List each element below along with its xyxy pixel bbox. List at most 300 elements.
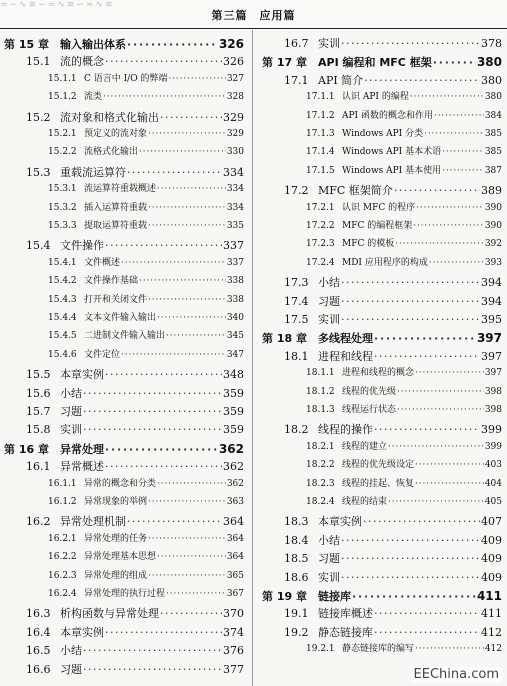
toc-subsection <box>4 332 244 341</box>
toc-leader <box>139 277 226 286</box>
toc-section <box>4 424 244 435</box>
toc-number: 18.2 <box>284 423 309 437</box>
toc-number: 16.2 <box>26 515 51 529</box>
toc-number: 18.6 <box>284 570 309 584</box>
toc-title: 小结 <box>318 276 340 290</box>
toc-leader <box>105 627 222 638</box>
toc-title: MFC 框架简介 <box>318 184 393 198</box>
toc-subsection <box>262 498 502 507</box>
toc-number: 18.5 <box>284 552 309 566</box>
toc-section <box>4 516 244 527</box>
toc-leader <box>83 388 222 399</box>
toc-subsection <box>262 259 502 268</box>
toc-leader <box>434 112 484 121</box>
toc-subsection <box>262 388 502 397</box>
toc-page: 403 <box>484 460 502 471</box>
toc-number: 16.3 <box>26 607 51 621</box>
toc-page: 338 <box>226 276 244 287</box>
toc-subsection <box>4 204 244 213</box>
toc-page: 409 <box>481 570 502 584</box>
toc-number: 16.7 <box>284 37 309 50</box>
toc-title: 打开和关闭文件 <box>84 294 148 305</box>
toc-chapter <box>4 443 244 455</box>
toc-page: 376 <box>223 644 244 658</box>
toc-leader <box>397 388 484 397</box>
toc-number: 16.1 <box>26 460 51 474</box>
toc-number: 16.2.2 <box>48 552 77 563</box>
toc-page: 409 <box>481 533 502 547</box>
toc-section <box>4 369 244 380</box>
toc-title: 异常处理的任务 <box>84 533 148 544</box>
toc-leader <box>83 424 222 435</box>
toc-leader <box>148 130 226 139</box>
toc-section <box>4 56 244 67</box>
toc-number: 18.2.1 <box>306 441 335 452</box>
toc-number: 17.2 <box>284 184 309 198</box>
toc-number: 第 15 章 <box>4 38 49 51</box>
toc-leader <box>157 185 226 194</box>
toc-leader <box>83 645 222 656</box>
toc-leader <box>374 627 480 638</box>
toc-number: 18.2.3 <box>306 478 335 489</box>
toc-page: 334 <box>226 184 244 195</box>
toc-leader <box>388 498 484 507</box>
toc-page: 337 <box>226 257 244 268</box>
toc-title: 链接库 <box>318 590 351 603</box>
column-divider <box>252 30 253 686</box>
toc-leader <box>341 572 480 583</box>
toc-title: 异常处理的组成 <box>84 570 148 581</box>
toc-subsection <box>262 406 502 415</box>
toc-section <box>262 627 502 638</box>
toc-page: 397 <box>484 368 502 379</box>
toc-leader <box>397 406 484 415</box>
toc-title: 本章实例 <box>60 368 104 382</box>
toc-title: 线程运行状态 <box>342 405 397 415</box>
toc-leader <box>341 296 480 307</box>
toc-title: 异常的概念和分类 <box>84 478 157 489</box>
toc-title: 流格式化输出 <box>84 147 139 158</box>
toc-title: 异常处理的执行过程 <box>84 589 166 599</box>
toc-title: 插入运算符重载 <box>84 202 148 213</box>
toc-leader <box>341 535 480 546</box>
toc-page: 365 <box>226 570 244 581</box>
toc-leader <box>415 645 484 654</box>
toc-title: 异常处理基本思想 <box>84 552 157 563</box>
toc-page: 394 <box>481 276 502 290</box>
toc-subsection <box>262 167 502 176</box>
toc-subsection <box>4 572 244 581</box>
toc-leader <box>374 351 480 362</box>
toc-number: 17.2.1 <box>306 202 335 213</box>
toc-number: 18.1 <box>284 349 309 363</box>
toc-page: 392 <box>484 239 502 250</box>
toc-number: 17.5 <box>284 313 309 326</box>
toc-number: 16.4 <box>26 625 51 639</box>
toc-subsection <box>4 259 244 268</box>
toc-page: 364 <box>226 552 244 563</box>
toc-title: API 编程和 MFC 框架 <box>318 56 432 70</box>
toc-leader <box>395 240 484 249</box>
toc-subsection <box>262 461 502 470</box>
toc-leader <box>442 148 484 157</box>
toc-leader <box>166 332 226 341</box>
toc-leader <box>121 351 226 360</box>
toc-leader <box>105 240 222 251</box>
toc-number: 第 16 章 <box>4 442 49 456</box>
toc-section <box>4 240 244 251</box>
toc-leader <box>157 480 226 489</box>
toc-page: 412 <box>484 644 502 655</box>
toc-page: 335 <box>226 221 244 231</box>
toc-title: 流对象和格式化输出 <box>60 110 159 124</box>
toc-subsection <box>262 112 502 121</box>
toc-leader <box>410 93 484 102</box>
toc-title: 实训 <box>60 423 82 437</box>
toc-page: 411 <box>476 589 502 603</box>
toc-section <box>4 645 244 656</box>
toc-leader <box>413 222 484 231</box>
toc-subsection <box>4 498 244 507</box>
toc-title: 实训 <box>318 313 340 326</box>
page-header <box>0 0 507 29</box>
toc-page: 329 <box>226 129 244 139</box>
toc-subsection <box>4 553 244 562</box>
toc-title: 预定义的流对象 <box>84 129 148 139</box>
toc-page: 340 <box>226 313 244 323</box>
toc-page: 348 <box>223 368 244 382</box>
toc-page: 398 <box>484 405 502 415</box>
toc-subsection <box>4 130 244 139</box>
toc-subsection <box>262 480 502 489</box>
toc-subsection <box>262 130 502 139</box>
toc-title: 文件操作 <box>60 239 104 253</box>
toc-number: 16.5 <box>26 644 51 658</box>
toc-title: C 语言中 I/O 的弊端 <box>84 73 168 84</box>
toc-leader <box>442 167 484 176</box>
toc-title: 习题 <box>318 294 340 308</box>
toc-section <box>262 535 502 546</box>
toc-leader <box>105 461 222 472</box>
toc-page: 380 <box>484 92 502 103</box>
toc-page: 330 <box>226 147 244 158</box>
toc-number: 18.3 <box>284 515 309 529</box>
toc-leader <box>415 461 484 470</box>
toc-page: 390 <box>484 202 502 213</box>
toc-title: 重载流运算符 <box>60 165 126 179</box>
toc-leader <box>341 277 480 288</box>
toc-section <box>262 75 502 86</box>
toc-page: 404 <box>484 478 502 489</box>
toc-number: 17.1.1 <box>306 92 335 103</box>
toc-number: 15.4.4 <box>48 313 77 323</box>
toc-number: 15.1.1 <box>48 73 77 84</box>
toc-title: 线程的操作 <box>318 423 373 437</box>
toc-title: 文件操作基础 <box>84 276 139 287</box>
toc-page: 337 <box>223 239 244 253</box>
toc-title: 文本文件输入输出 <box>84 313 157 323</box>
toc-number: 18.1.2 <box>306 386 335 397</box>
toc-title: 提取运算符重载 <box>84 221 148 231</box>
toc-title: 异常处理机制 <box>60 515 126 529</box>
toc-page: 407 <box>481 515 502 529</box>
toc-page: 364 <box>223 515 244 529</box>
toc-page: 364 <box>226 533 244 544</box>
toc-leader <box>363 516 480 527</box>
header-title: 第三篇 应用篇 <box>211 9 296 22</box>
toc-number: 18.2.4 <box>306 497 335 507</box>
toc-page: 389 <box>481 184 502 198</box>
toc-page: 334 <box>226 202 244 213</box>
toc-section <box>4 388 244 399</box>
toc-subsection <box>262 222 502 231</box>
toc-page: 412 <box>481 625 502 639</box>
toc-title: 静态链接库 <box>318 625 373 639</box>
toc-number: 18.1.1 <box>306 368 335 379</box>
toc-page: 362 <box>218 441 244 456</box>
toc-subsection <box>262 93 502 102</box>
toc-number: 19.1 <box>284 607 309 621</box>
toc-title: Windows API 基本使用 <box>342 165 442 176</box>
toc-subsection <box>4 148 244 157</box>
toc-title: 流的概念 <box>60 55 104 69</box>
toc-leader <box>148 296 226 305</box>
toc-page: 370 <box>223 607 244 621</box>
toc-subsection <box>262 148 502 157</box>
toc-title: API 函数的概念和作用 <box>342 110 433 121</box>
toc-subsection <box>4 535 244 544</box>
watermark: EEChina.com <box>413 667 499 682</box>
toc-page: 380 <box>476 55 502 70</box>
toc-subsection <box>262 204 502 213</box>
toc-title: API 简介 <box>318 73 364 87</box>
toc-number: 15.8 <box>26 423 51 437</box>
toc-title: Windows API 基本术语 <box>342 147 442 158</box>
toc-number: 15.3 <box>26 165 51 179</box>
toc-number: 16.6 <box>26 662 51 676</box>
toc-title: 异常处理 <box>60 442 104 456</box>
toc-leader <box>105 369 222 380</box>
toc-page: 359 <box>223 405 244 418</box>
toc-title: 异常概述 <box>60 460 104 474</box>
toc-number: 第 19 章 <box>262 590 307 603</box>
toc-section <box>262 608 502 619</box>
toc-page: 411 <box>481 607 502 621</box>
toc-title: 本章实例 <box>60 625 104 639</box>
toc-section <box>4 627 244 638</box>
toc-leader <box>83 406 222 417</box>
toc-number: 15.4.1 <box>48 257 77 268</box>
toc-leader <box>374 424 480 435</box>
toc-page: 359 <box>223 386 244 400</box>
toc-page: 397 <box>481 349 502 363</box>
toc-page: 362 <box>223 460 244 474</box>
toc-leader <box>157 553 226 562</box>
toc-section <box>262 38 502 49</box>
toc-section <box>262 516 502 527</box>
toc-subsection <box>4 351 244 360</box>
toc-title: MFC 的编程框架 <box>342 221 413 231</box>
toc-leader <box>433 57 476 68</box>
toc-section <box>4 461 244 472</box>
toc-title: 输入输出体系 <box>60 38 126 51</box>
toc-title: 二进制文件输入输出 <box>84 331 166 342</box>
toc-title: 流运算符重载概述 <box>84 184 157 195</box>
toc-page: 374 <box>223 625 244 639</box>
toc-number: 15.5 <box>26 368 51 382</box>
toc-page: 390 <box>484 221 502 231</box>
toc-subsection <box>4 222 244 231</box>
toc-page: 367 <box>226 589 244 599</box>
toc-title: 析构函数与异常处理 <box>60 607 159 621</box>
toc-subsection <box>262 369 502 378</box>
header-scribble: ≈∽∿≋∽≈∿≋∽≈∿≋ <box>0 0 115 10</box>
toc-page: 326 <box>218 37 244 51</box>
toc-leader <box>105 56 222 67</box>
toc-section <box>4 167 244 178</box>
toc-leader <box>127 39 218 50</box>
toc-title: 多线程处理 <box>318 332 373 346</box>
toc-title: 习题 <box>60 405 82 418</box>
toc-section <box>262 351 502 362</box>
toc-number: 19.2.1 <box>306 644 335 655</box>
toc-number: 17.1.5 <box>306 165 335 176</box>
toc-page: 387 <box>484 165 502 176</box>
toc-title: 进程和线程 <box>318 349 373 363</box>
toc-title: 异常现象的举例 <box>84 497 148 507</box>
toc-leader <box>415 480 484 489</box>
toc-number: 15.4.5 <box>48 331 77 342</box>
toc-number: 16.1.2 <box>48 497 77 507</box>
toc-number: 18.4 <box>284 533 309 547</box>
toc-leader <box>127 516 222 527</box>
toc-leader <box>416 204 484 213</box>
toc-number: 15.4.6 <box>48 349 77 360</box>
toc-page: 385 <box>484 129 502 139</box>
toc-title: 实训 <box>318 37 340 50</box>
toc-number: 16.1.1 <box>48 478 77 489</box>
toc-page: 409 <box>481 552 502 566</box>
toc-chapter <box>262 332 502 344</box>
toc-leader <box>415 369 484 378</box>
toc-number: 18.1.3 <box>306 405 335 415</box>
toc-title: 小结 <box>60 386 82 400</box>
toc-leader <box>341 314 480 325</box>
toc-chapter <box>262 56 502 68</box>
toc-page: 399 <box>484 441 502 452</box>
toc-number: 15.3.1 <box>48 184 77 195</box>
toc-number: 16.2.3 <box>48 570 77 581</box>
toc-number: 17.2.2 <box>306 221 335 231</box>
toc-subsection <box>4 480 244 489</box>
toc-page: 362 <box>226 478 244 489</box>
toc-title: 认识 MFC 的程序 <box>342 202 416 213</box>
toc-page: 338 <box>226 294 244 305</box>
toc-page: 378 <box>481 37 502 50</box>
toc-section <box>262 185 502 196</box>
toc-number: 15.1 <box>26 55 51 69</box>
toc-page: 384 <box>484 110 502 121</box>
toc-section <box>4 664 244 675</box>
toc-number: 16.2.4 <box>48 589 77 599</box>
toc-section <box>262 277 502 288</box>
toc-leader <box>148 498 226 507</box>
toc-section <box>4 112 244 123</box>
toc-leader <box>394 185 480 196</box>
toc-leader <box>388 443 484 452</box>
toc-leader <box>341 553 480 564</box>
toc-page: 359 <box>223 423 244 437</box>
toc-leader <box>352 591 476 602</box>
toc-leader <box>148 535 226 544</box>
toc-subsection <box>262 443 502 452</box>
toc-leader <box>374 333 476 344</box>
toc-leader <box>424 130 484 139</box>
toc-number: 15.7 <box>26 405 51 418</box>
toc-page: 329 <box>223 110 244 124</box>
toc-number: 15.2.2 <box>48 147 77 158</box>
toc-title: 链接库概述 <box>318 607 373 621</box>
toc-leader <box>166 590 226 599</box>
toc-title: 本章实例 <box>318 515 362 529</box>
toc-title: 文件定位 <box>84 349 121 360</box>
toc-page: 397 <box>476 331 502 346</box>
toc-number: 17.3 <box>284 276 309 290</box>
toc-chapter <box>262 590 502 602</box>
toc-page: 393 <box>484 257 502 268</box>
toc-leader <box>364 75 480 86</box>
toc-number: 15.4.2 <box>48 276 77 287</box>
toc-number: 17.1.3 <box>306 129 335 139</box>
toc-title: 线程的挂起、恢复 <box>342 478 415 489</box>
toc-leader <box>148 572 226 581</box>
toc-page: 380 <box>481 73 502 87</box>
toc-number: 第 18 章 <box>262 332 307 346</box>
toc-section <box>262 296 502 307</box>
toc-title: 小结 <box>60 644 82 658</box>
toc-page: 398 <box>484 386 502 397</box>
toc-page: 328 <box>226 92 244 103</box>
toc-number: 15.6 <box>26 386 51 400</box>
toc-title: 线程的优先级设定 <box>342 460 415 471</box>
toc-number: 16.2.1 <box>48 533 77 544</box>
toc-title: 流类 <box>84 92 103 103</box>
toc-page: 385 <box>484 147 502 158</box>
toc-title: Windows API 分类 <box>342 129 424 139</box>
toc-number: 17.2.3 <box>306 239 335 250</box>
toc-subsection <box>4 93 244 102</box>
toc-number: 15.2 <box>26 110 51 124</box>
toc-number: 15.2.1 <box>48 129 77 139</box>
toc-number: 15.4.3 <box>48 294 77 305</box>
toc-subsection <box>4 185 244 194</box>
toc-leader <box>103 93 226 102</box>
toc-title: 静态链接库的编写 <box>342 644 415 655</box>
toc-title: 线程的建立 <box>342 441 388 452</box>
toc-leader <box>121 259 226 268</box>
toc-number: 17.1 <box>284 73 309 87</box>
toc-leader <box>148 204 226 213</box>
toc-leader <box>127 167 222 178</box>
toc-page: 327 <box>226 73 244 84</box>
toc-page: 405 <box>484 497 502 507</box>
toc-page: 394 <box>481 294 502 308</box>
toc-number: 18.2.2 <box>306 460 335 471</box>
toc-page: 345 <box>226 331 244 342</box>
toc-page: 347 <box>226 349 244 360</box>
toc-title: 线程的结束 <box>342 497 388 507</box>
toc-title: 实训 <box>318 570 340 584</box>
